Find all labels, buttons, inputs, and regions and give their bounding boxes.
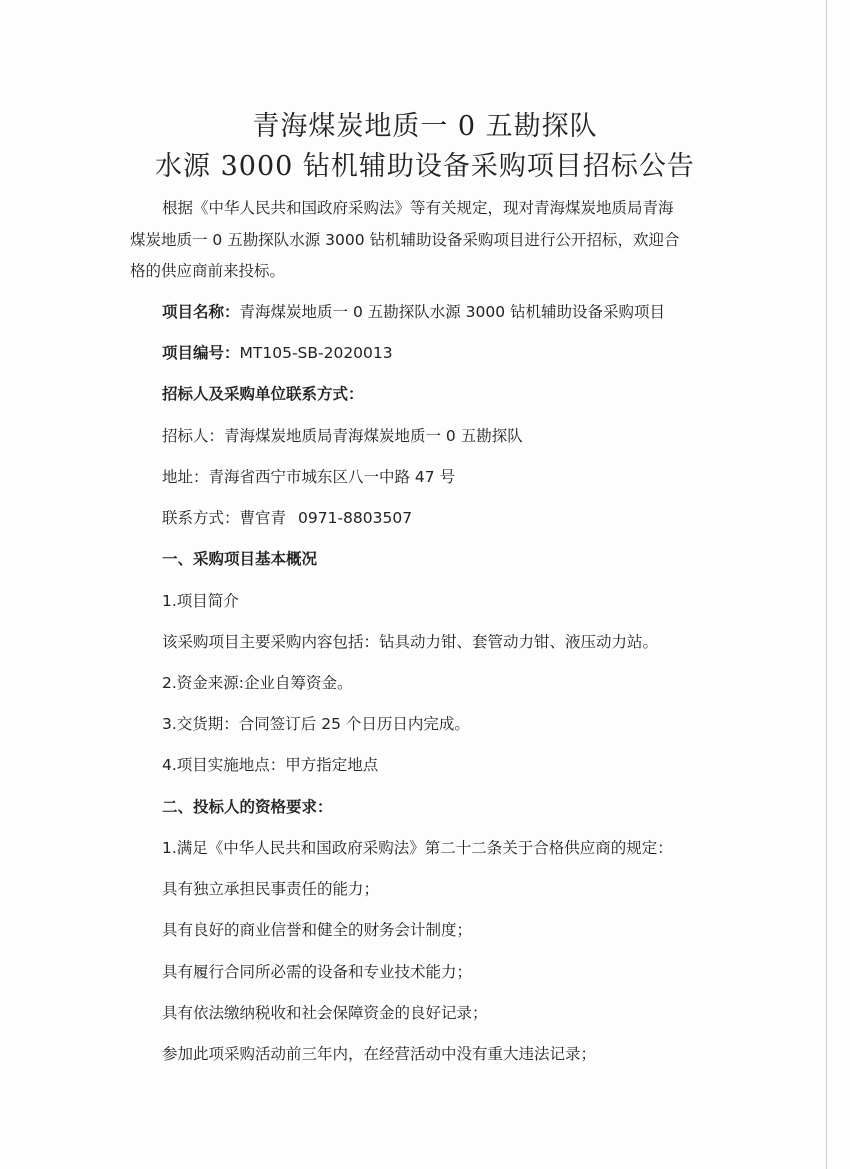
section-2-requirement-2: 具有良好的商业信誉和健全的财务会计制度； [162,921,473,939]
section-2-requirement-3: 具有履行合同所必需的设备和专业技术能力； [162,963,473,981]
section-2-item-1: 1.满足《中华人民共和国政府采购法》第二十二条关于合格供应商的规定： [162,839,673,857]
section-1-item-2: 2.资金来源:企业自筹资金。 [162,674,353,692]
section-1-item-1-text: 该采购项目主要采购内容包括：钻具动力钳、套管动力钳、液压动力站。 [162,633,659,651]
section-2-requirement-4: 具有依法缴纳税收和社会保障资金的良好记录； [162,1004,488,1022]
section-1-item-3: 3.交货期：合同签订后 25 个日历日内完成。 [162,715,470,733]
title-line-1: 青海煤炭地质一 0 五勘探队 [252,111,598,142]
project-name-label: 项目名称： [162,303,240,321]
address-line: 地址：青海省西宁市城东区八一中路 47 号 [162,468,456,486]
contact-heading: 招标人及采购单位联系方式： [162,385,364,403]
section-1-heading: 一、采购项目基本概况 [162,550,318,568]
section-1-item-4: 4.项目实施地点：甲方指定地点 [162,756,379,774]
section-2-requirement-5: 参加此项采购活动前三年内，在经营活动中没有重大违法记录； [162,1045,597,1063]
contact-line [162,506,412,528]
section-2-heading: 二、投标人的资格要求： [162,798,333,816]
project-name-value: 青海煤炭地质一 0 五勘探队水源 3000 钻机辅助设备采购项目 [239,303,666,321]
contact-label: 联系方式：曹官青 [162,509,287,527]
project-number-row [162,341,393,363]
intro-line-3: 格的供应商前来投标。 [130,262,286,280]
section-2-requirement-1: 具有独立承担民事责任的能力； [162,880,380,898]
intro-line-1: 根据《中华人民共和国政府采购法》等有关规定，现对青海煤炭地质局青海 [162,199,674,217]
project-number-value: MT105-SB-2020013 [239,344,393,362]
contact-phone: 0971-8803507 [298,509,413,527]
project-name-row [162,300,665,322]
section-1-item-1: 1.项目简介 [162,592,239,610]
tenderer-line: 招标人：青海煤炭地质局青海煤炭地质一 0 五勘探队 [162,427,523,445]
project-number-label: 项目编号： [162,344,240,362]
title-line-2: 水源 3000 钻机辅助设备采购项目招标公告 [155,151,695,182]
intro-line-2: 煤炭地质一 0 五勘探队水源 3000 钻机辅助设备采购项目进行公开招标，欢迎合 [130,231,680,249]
